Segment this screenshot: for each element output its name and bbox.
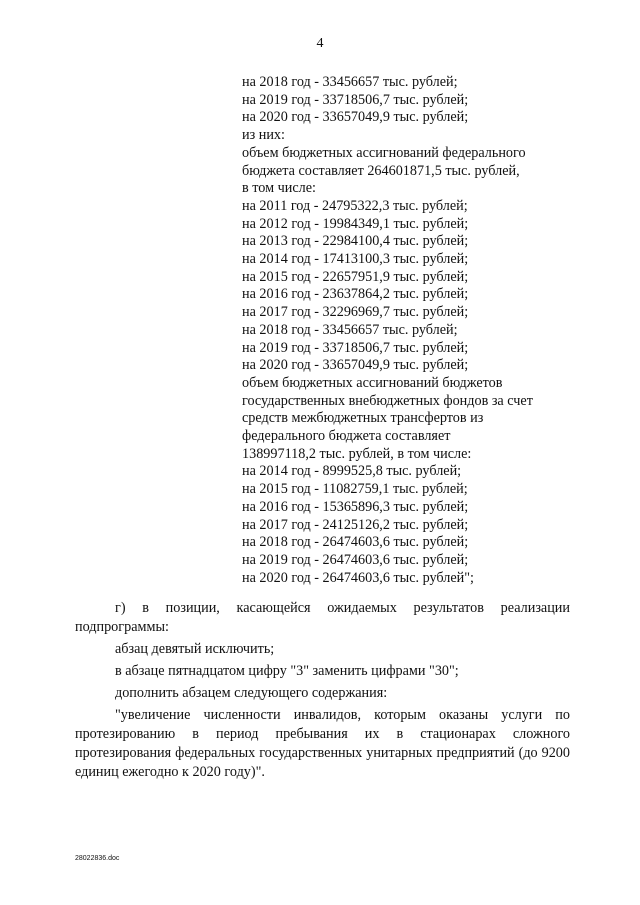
funding-line: на 2015 год - 22657951,9 тыс. рублей; <box>242 268 469 285</box>
funding-line: на 2019 год - 33718506,7 тыс. рублей; <box>242 91 469 108</box>
amendment-item-g: г) в позиции, касающейся ожидаемых результатов реализации подпрограммы: <box>75 600 570 635</box>
funding-line: на 2011 год - 24795322,3 тыс. рублей; <box>242 197 468 214</box>
funding-line: из них: <box>242 127 285 144</box>
funding-line: на 2020 год - 33657049,9 тыс. рублей; <box>242 357 469 374</box>
funding-line: федерального бюджета составляет <box>242 428 451 445</box>
funding-line: в том числе: <box>242 180 316 197</box>
funding-line: на 2012 год - 19984349,1 тыс. рублей; <box>242 215 469 232</box>
funding-line: объем бюджетных ассигнований федерального <box>242 144 526 161</box>
funding-line: на 2016 год - 23637864,2 тыс. рублей; <box>242 286 469 303</box>
funding-line: на 2018 год - 26474603,6 тыс. рублей; <box>242 534 469 551</box>
file-name-footer: 28022836.doc <box>75 855 120 862</box>
funding-line: на 2020 год - 33657049,9 тыс. рублей; <box>242 109 469 126</box>
funding-line: на 2018 год - 33456657 тыс. рублей; <box>242 321 458 338</box>
funding-line: на 2015 год - 11082759,1 тыс. рублей; <box>242 481 468 498</box>
amendment-add-paragraph: дополнить абзацем следующего содержания: <box>115 685 388 701</box>
funding-line: на 2017 год - 32296969,7 тыс. рублей; <box>242 304 469 321</box>
funding-line: на 2019 год - 26474603,6 тыс. рублей; <box>242 551 469 568</box>
funding-line: средств межбюджетных трансфертов из <box>242 410 484 427</box>
funding-line: бюджета составляет 264601871,5 тыс. рублей, <box>242 162 520 179</box>
funding-line: на 2018 год - 33456657 тыс. рублей; <box>242 74 458 90</box>
funding-line: на 2019 год - 33718506,7 тыс. рублей; <box>242 339 469 356</box>
amendment-replace-digit: в абзаце пятнадцатом цифру "3" заменить цифрами "30"; <box>115 663 459 679</box>
funding-line: на 2014 год - 8999525,8 тыс. рублей; <box>242 463 462 480</box>
funding-line: на 2020 год - 26474603,6 тыс. рублей"; <box>242 569 474 586</box>
amendment-delete-paragraph: абзац девятый исключить; <box>115 641 275 657</box>
page-number: 4 <box>316 36 324 51</box>
funding-line: на 2017 год - 24125126,2 тыс. рублей; <box>242 516 469 533</box>
funding-line: на 2016 год - 15365896,3 тыс. рублей; <box>242 498 469 515</box>
funding-line: на 2013 год - 22984100,4 тыс. рублей; <box>242 233 469 250</box>
amendments-section <box>75 599 570 785</box>
funding-line: государственных внебюджетных фондов за счет <box>242 392 533 409</box>
funding-line: объем бюджетных ассигнований бюджетов <box>242 374 503 391</box>
amendment-quoted-text: "увеличение численности инвалидов, которым оказаны услуги по протезированию в период пребывания их в стационарах сложного протезирования федеральных государственных унитарных предприятий (до 9200 единиц ежегодно к 2020 году)". <box>75 707 570 780</box>
funding-line: 138997118,2 тыс. рублей, в том числе: <box>242 445 472 462</box>
funding-column <box>242 74 572 587</box>
funding-line: на 2014 год - 17413100,3 тыс. рублей; <box>242 251 469 268</box>
